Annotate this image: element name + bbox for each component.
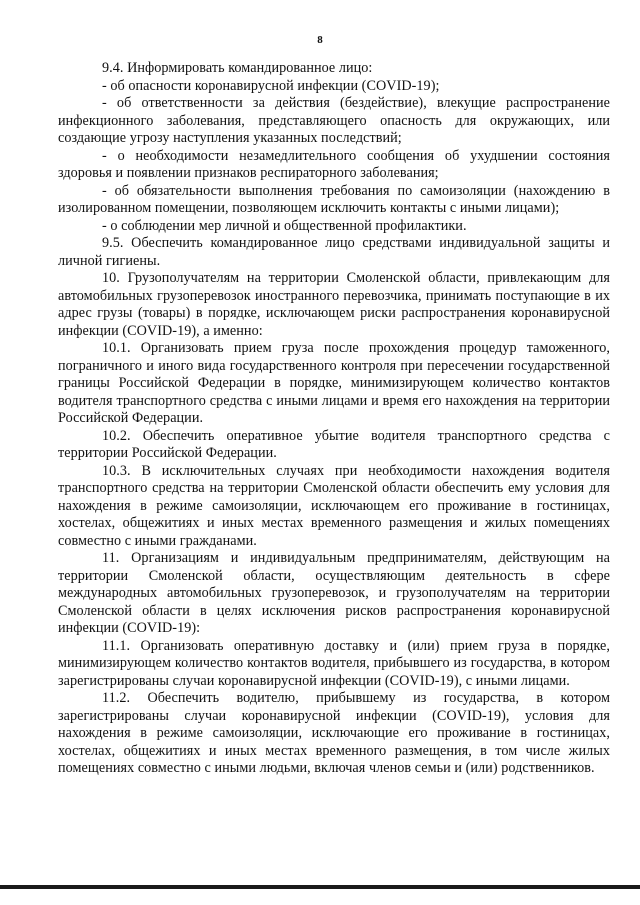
page-number: 8 [317,34,323,46]
list-item-prevention: - о соблюдении мер личной и общественной профилактики. [102,217,467,234]
document-body [58,60,610,778]
bottom-scan-border [0,885,640,889]
paragraph-10-3: 10.3. В исключительных случаях при необходимости нахождения водителя транспортного средства на территории Смоленской области обеспечить ему условия для нахождения в режиме самоизоляции, исключающем его проживание в гостиницах, хостелах, общежитиях и иных местах временного размещения и жилых помещениях совместно с иными гражданами. [58,462,610,549]
paragraph-10-2: 10.2. Обеспечить оперативное убытие водителя транспортного средства с территории Российской Федерации. [58,427,610,461]
paragraph-11: 11. Организациям и индивидуальным предпринимателям, действующим на территории Смоленской области, осуществляющим деятельность в сфере международных автомобильных грузоперевозок, и грузополучателям на территории Смоленской области в целях исключения рисков распространения коронавирусной инфекции (COVID-19): [58,550,610,636]
paragraph-10: 10. Грузополучателям на территории Смоленской области, привлекающим для автомобильных грузоперевозок иностранного перевозчика, принимать поступающие в их адрес грузы (товары) в порядке, исключающем риски распространения коронавирусной инфекции (COVID-19), а именно: [58,270,610,339]
paragraph-11-2: 11.2. Обеспечить водителю, прибывшему из государства, в котором зарегистрированы случаи коронавирусной инфекции (COVID-19), условия для нахождения в режиме самоизоляции, исключающие его проживание в гостиницах, хостелах, общежитиях и иных местах временного размещения, в том числе жилых помещениях совместно с иными людьми, включая членов семьи и (или) родственников. [58,690,610,776]
list-item-reporting: - о необходимости незамедлительного сообщения об ухудшении состояния здоровья и появлении признаков респираторного заболевания; [58,147,610,181]
paragraph-9-4: 9.4. Информировать командированное лицо: [102,60,373,76]
paragraph-11-1: 11.1. Организовать оперативную доставку и (или) прием груза в порядке, минимизирующем количество контактов водителя, прибывшего из государства, в котором зарегистрированы случаи коронавирусной инфекции (COVID-19), с иными лицами. [58,637,610,689]
list-item-danger: - об опасности коронавирусной инфекции (COVID-19); [102,77,440,94]
paragraph-9-5: 9.5. Обеспечить командированное лицо средствами индивидуальной защиты и личной гигиены. [58,235,610,269]
list-item-self-isolation: - об обязательности выполнения требования по самоизоляции (нахождению в изолированном помещении, позволяющем исключить контакты с иными лицами); [58,182,610,216]
paragraph-10-1: 10.1. Организовать прием груза после прохождения процедур таможенного, пограничного и иного вида государственного контроля при пересечении государственной границы Российской Федерации в порядке, минимизирующем количество контактов водителя транспортного средства с иными лицами и время его нахождения на территории Российской Федерации. [58,340,610,426]
list-item-responsibility: - об ответственности за действия (бездействие), влекущие распространение инфекционного заболевания, представляющего опасность для окружающих, или создающие угрозу наступления указанных последствий; [58,95,610,146]
